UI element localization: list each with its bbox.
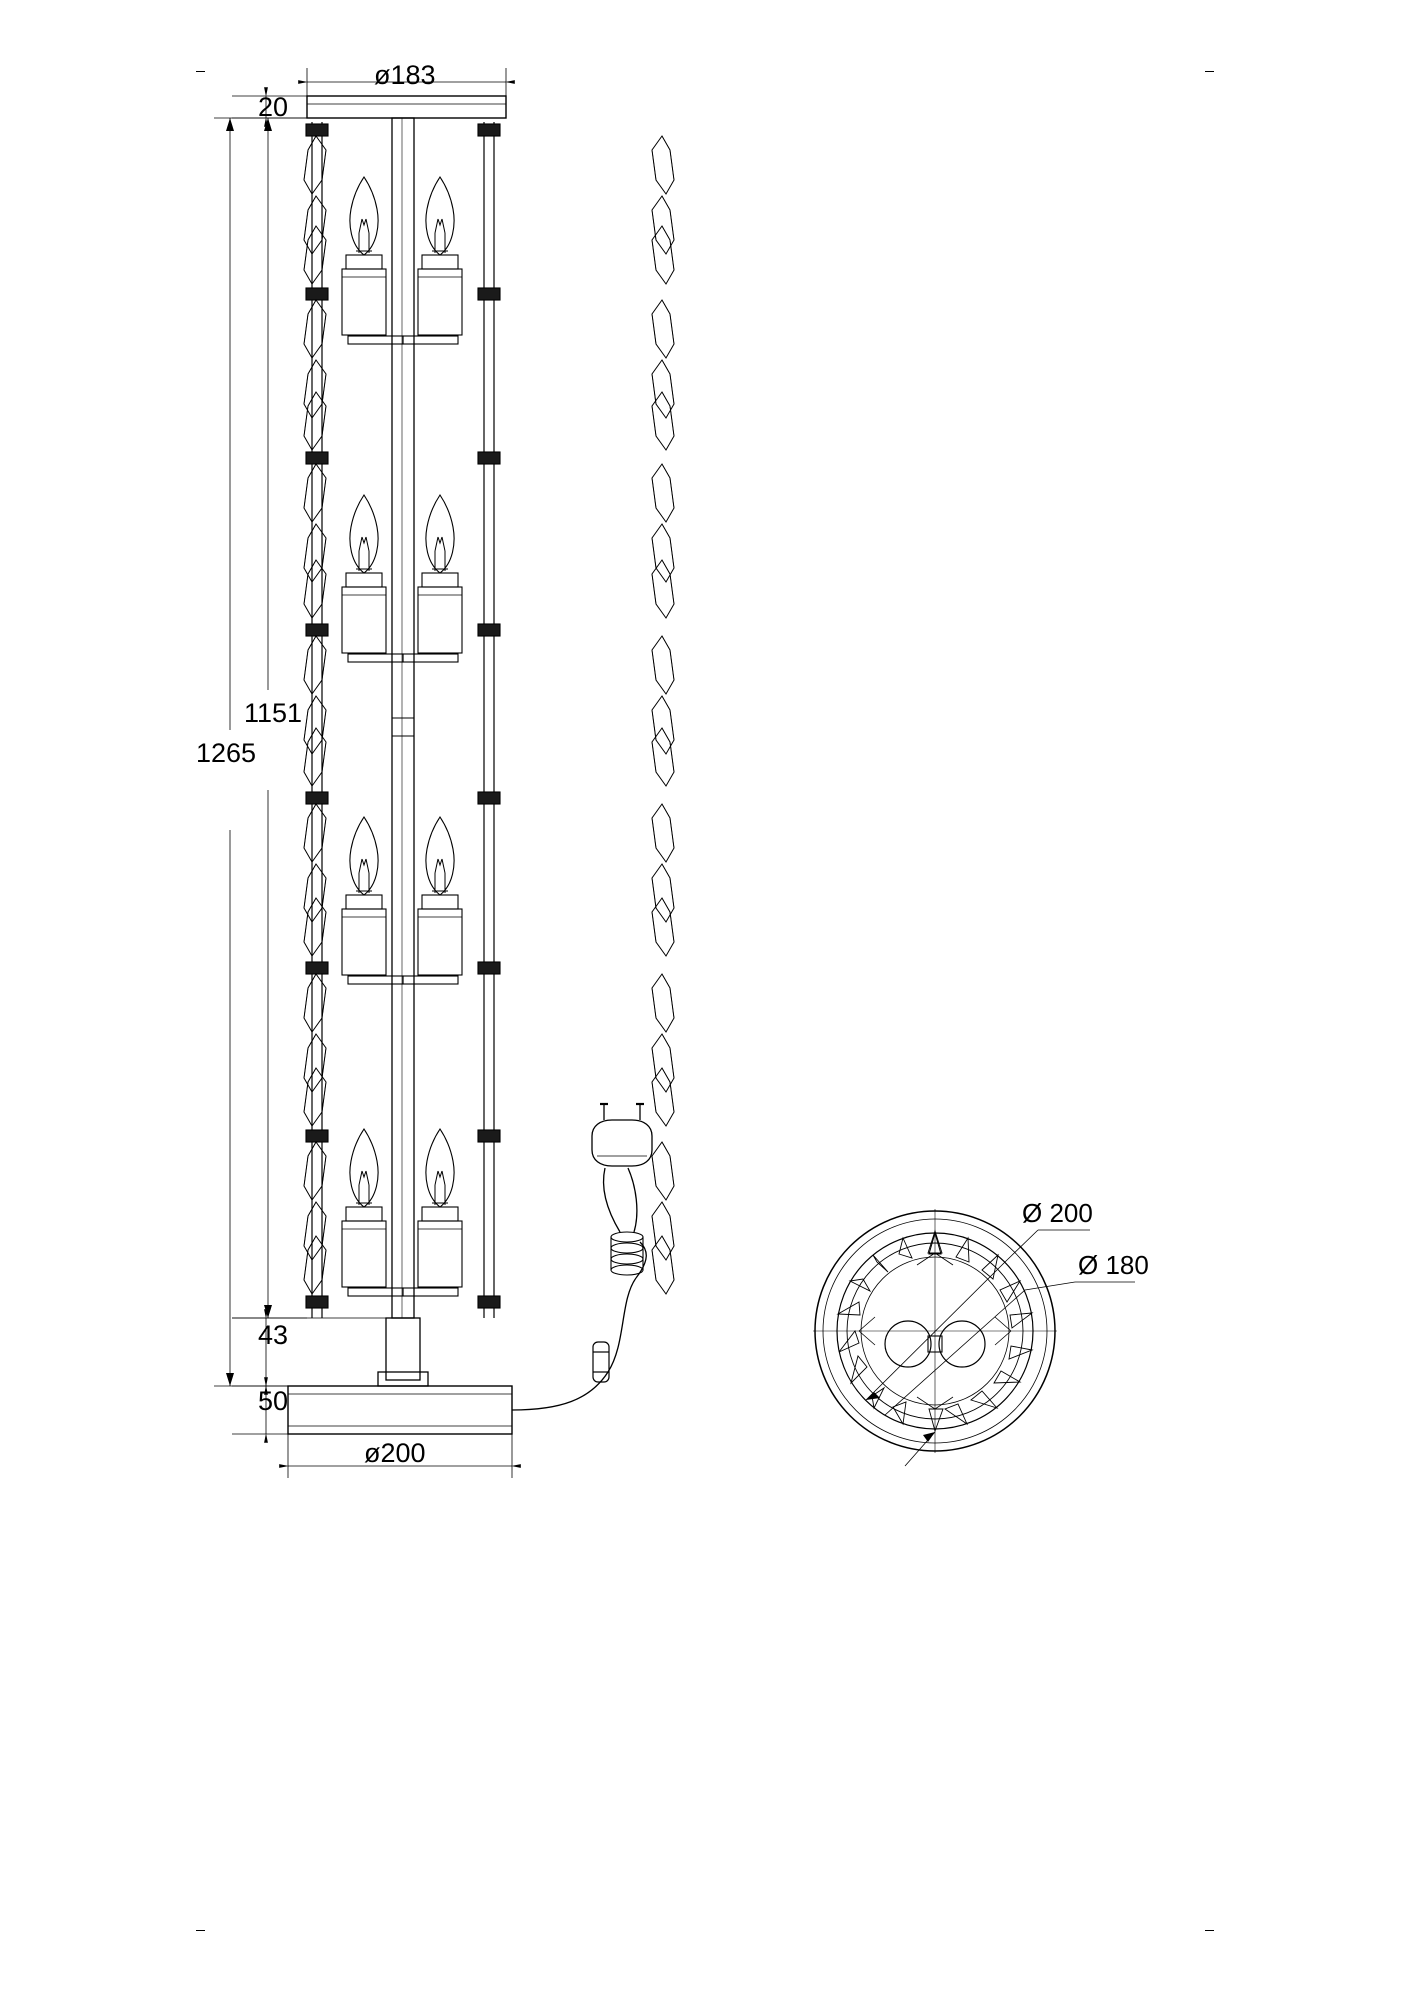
power-cord: [512, 1104, 652, 1410]
dim-plan-inner-diameter: Ø 180: [1078, 1250, 1149, 1280]
top-plan-view: [813, 1209, 1135, 1466]
dim-plan-outer-diameter: Ø 200: [1022, 1198, 1093, 1228]
dimension-lines: [214, 68, 512, 1478]
dim-stem-lower-gap: 43: [258, 1320, 289, 1350]
dim-top-diameter: ø183: [374, 60, 436, 90]
inline-switch: [593, 1342, 609, 1382]
power-plug: [592, 1104, 652, 1166]
dim-base-diameter: ø200: [364, 1438, 426, 1468]
dim-top-plate-thickness: 20: [258, 92, 289, 122]
dim-shade-height: 1151: [244, 698, 303, 728]
dim-overall-height: 1265: [196, 738, 257, 768]
dim-base-thickness: 50: [258, 1386, 289, 1416]
